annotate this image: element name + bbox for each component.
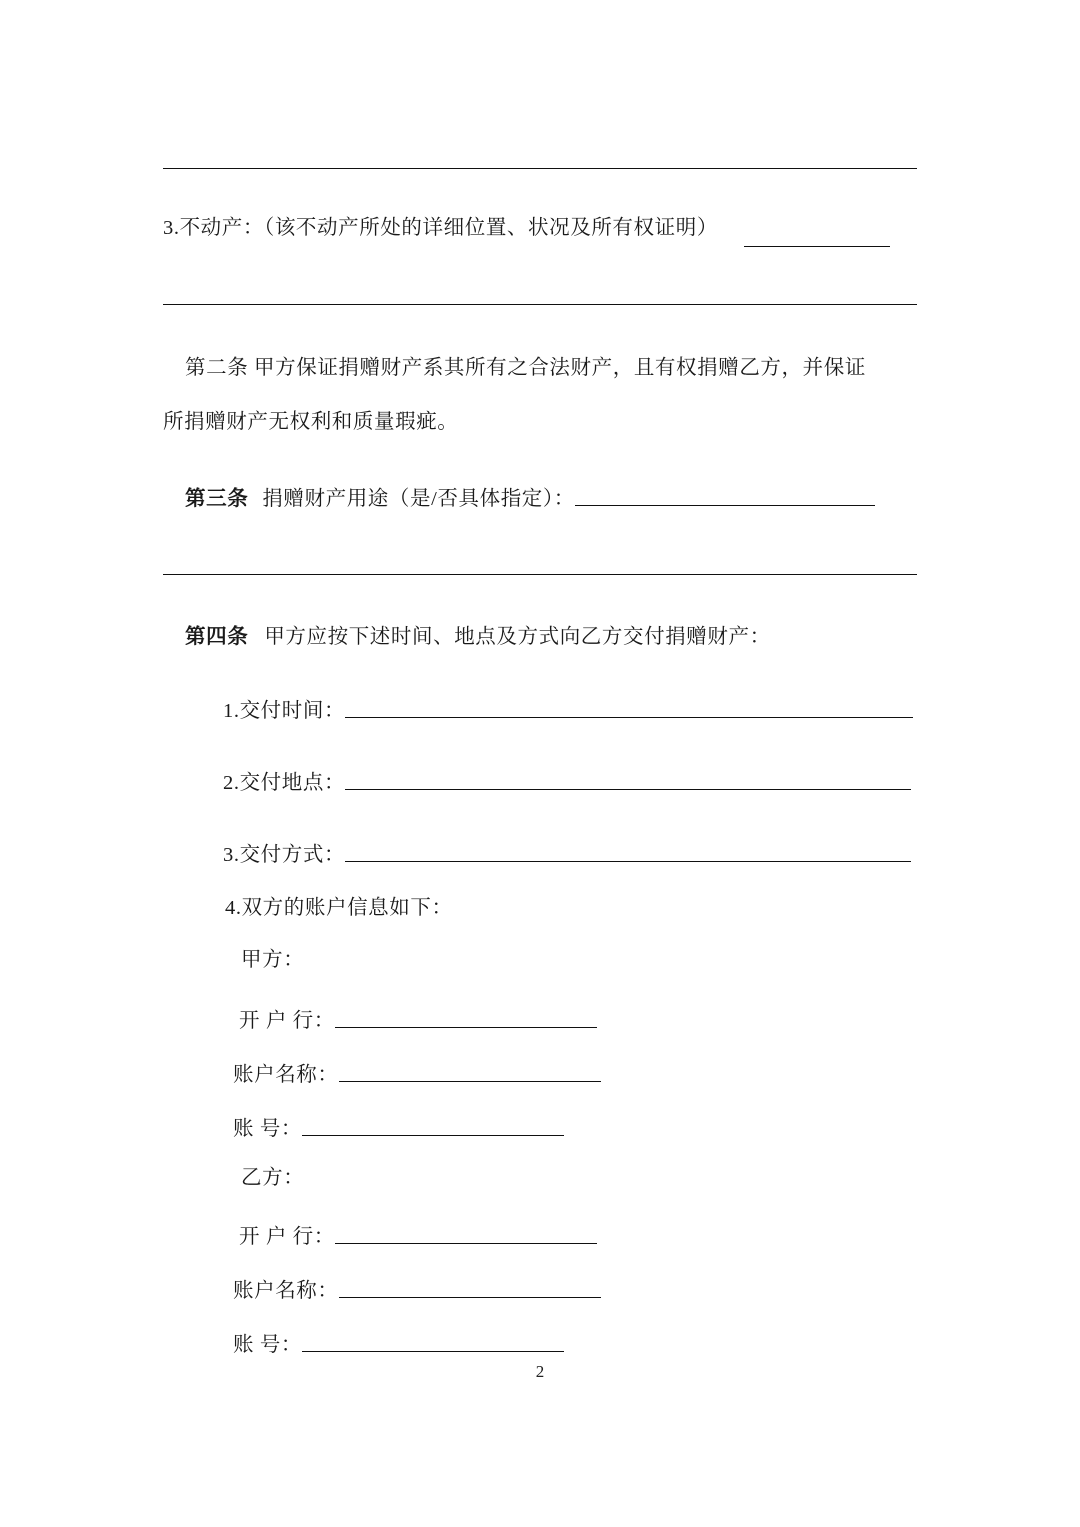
clause-3-purpose bbox=[163, 488, 917, 511]
blank-fill-rule-third bbox=[163, 574, 917, 575]
party-a-accounts-title bbox=[163, 950, 917, 971]
blank-fill-rule-top bbox=[163, 168, 917, 169]
blank-fill-rule-second bbox=[163, 304, 917, 305]
delivery-place-label: 2.交付地点： bbox=[223, 772, 346, 794]
clause-2-line-2: 所捐赠财产无权利和质量瑕疵。 bbox=[163, 411, 459, 433]
party-b-title-text: 乙方： bbox=[241, 1167, 305, 1189]
party-b-bank-label: 开 户 行： bbox=[239, 1226, 335, 1248]
delivery-method-label: 3.交付方式： bbox=[223, 844, 346, 866]
clause-4-label: 第四条 bbox=[185, 626, 249, 648]
clause-4-text: 甲方应按下述时间、地点及方式向乙方交付捐赠财产： bbox=[264, 626, 771, 648]
party-b-bank-row bbox=[163, 1226, 917, 1249]
delivery-time-label: 1.交付时间： bbox=[223, 700, 346, 722]
party-a-account-number-row bbox=[163, 1118, 917, 1141]
party-b-account-name-input-line[interactable] bbox=[339, 1297, 601, 1298]
clause-2-paragraph-cont bbox=[163, 412, 917, 433]
account-section-heading bbox=[163, 898, 917, 919]
delivery-time-input-line[interactable] bbox=[345, 717, 913, 718]
party-b-accounts-title bbox=[163, 1168, 917, 1189]
party-b-account-name-row bbox=[163, 1280, 917, 1303]
clause-1-item-3-text: 3.不动产：（该不动产所处的详细位置、状况及所有权证明） bbox=[163, 217, 718, 239]
party-a-account-name-label: 账户名称： bbox=[233, 1064, 339, 1086]
party-b-account-name-label: 账户名称： bbox=[233, 1280, 339, 1302]
delivery-place-row bbox=[163, 772, 917, 795]
clause-3-text: 捐赠财产用途（是/否具体指定）： bbox=[262, 488, 575, 510]
delivery-method-input-line[interactable] bbox=[345, 861, 911, 862]
party-a-bank-label: 开 户 行： bbox=[239, 1010, 335, 1032]
clause-1-item-3-fill-line bbox=[744, 246, 890, 247]
party-a-account-number-label: 账 号： bbox=[233, 1118, 303, 1140]
clause-2-paragraph bbox=[163, 358, 917, 379]
clause-3-fill-line bbox=[575, 505, 875, 506]
party-b-account-number-row bbox=[163, 1334, 917, 1357]
delivery-method-row bbox=[163, 844, 917, 867]
clause-4-delivery bbox=[163, 626, 917, 649]
page-number: 2 bbox=[535, 1362, 545, 1381]
party-a-account-number-input-line[interactable] bbox=[302, 1135, 564, 1136]
delivery-place-input-line[interactable] bbox=[345, 789, 911, 790]
clause-3-label: 第三条 bbox=[185, 488, 249, 510]
party-a-title-text: 甲方： bbox=[241, 949, 305, 971]
party-b-account-number-label: 账 号： bbox=[233, 1334, 303, 1356]
clause-1-item-3-realestate bbox=[163, 218, 917, 239]
party-b-bank-input-line[interactable] bbox=[335, 1243, 597, 1244]
party-b-account-number-input-line[interactable] bbox=[302, 1351, 564, 1352]
delivery-time-row bbox=[163, 700, 917, 723]
party-a-account-name-row bbox=[163, 1064, 917, 1087]
party-a-bank-input-line[interactable] bbox=[335, 1027, 597, 1028]
clause-2-line-1: 第二条 甲方保证捐赠财产系其所有之合法财产，且有权捐赠乙方，并保证 bbox=[185, 357, 866, 379]
party-a-bank-row bbox=[163, 1010, 917, 1033]
party-a-account-name-input-line[interactable] bbox=[339, 1081, 601, 1082]
account-section-heading-text: 4.双方的账户信息如下： bbox=[225, 897, 453, 919]
